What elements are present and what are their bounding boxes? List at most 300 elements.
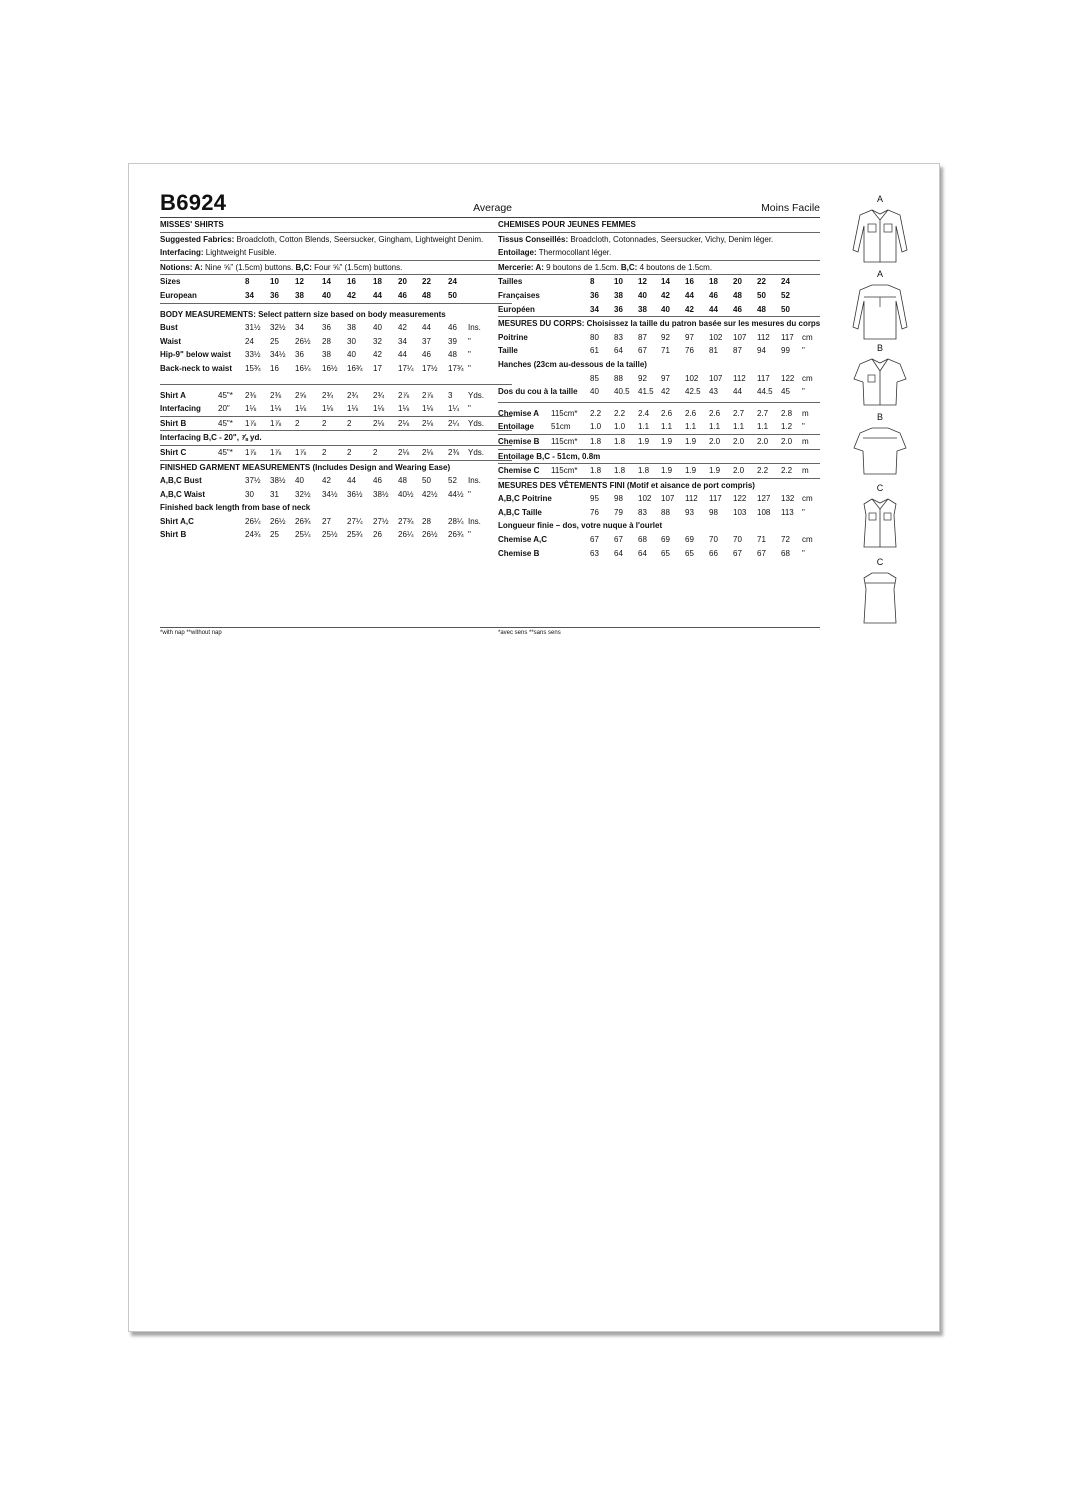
hanches-label: Hanches (23cm au-dessous de la taille): [498, 359, 647, 369]
size-value: 46: [733, 304, 742, 314]
chemise-b-yardage: [498, 435, 820, 450]
size-value: 16: [347, 277, 356, 287]
size-value: 2⅛: [398, 447, 410, 457]
size-value: 87: [733, 346, 742, 356]
size-value: 2: [322, 418, 327, 428]
size-value: 117: [709, 494, 722, 504]
size-value: 76: [590, 507, 599, 517]
size-value: 27¾: [398, 516, 414, 526]
row-label: Chemise B: [498, 436, 540, 446]
table-row: [160, 275, 512, 289]
size-value: 40: [373, 323, 382, 333]
row-label: Interfacing: [160, 404, 201, 414]
size-value: 44½: [448, 489, 464, 499]
size-value: 40: [295, 476, 304, 486]
fabrics-line: Suggested Fabrics: Broadcloth, Cotton Blends, Seersucker, Gingham, Lightweight Denim.: [160, 234, 484, 244]
size-value: 97: [661, 373, 670, 383]
table-row: [160, 446, 512, 460]
size-value: 2¾: [373, 390, 385, 400]
size-value: 1.8: [590, 466, 602, 476]
size-value: 1⅞: [245, 447, 257, 457]
row-label: Entoilage: [498, 422, 535, 432]
size-value: 2⅜: [448, 447, 460, 457]
table-row: [160, 389, 512, 403]
french-column: [498, 164, 821, 636]
size-value: 66: [709, 548, 718, 558]
size-value: 2.6: [661, 408, 673, 418]
unit-label: Ins.: [468, 516, 481, 526]
size-value: 67: [638, 346, 647, 356]
size-value: 1.1: [757, 422, 769, 432]
size-value: 50: [422, 476, 431, 486]
size-value: 67: [733, 548, 742, 558]
row-label: Waist: [160, 336, 182, 346]
table-row: [160, 289, 512, 303]
size-value: 67: [590, 535, 599, 545]
size-value: 92: [661, 332, 670, 342]
size-value: 36: [270, 290, 279, 300]
table-row: [160, 515, 512, 529]
interfacing-yardage: [160, 402, 512, 417]
size-value: 102: [685, 373, 699, 383]
shirt-b-front-illustration: [850, 355, 910, 409]
chemise-c-yardage: [498, 464, 820, 479]
fabrics-line-fr: Tissus Conseillés: Broadcloth, Cotonnades, Seersucker, Vichy, Denim léger.: [498, 234, 774, 244]
size-value: 107: [733, 332, 747, 342]
size-value: 42: [347, 290, 356, 300]
size-value: 1.1: [709, 422, 721, 432]
shirt-a-yardage: [160, 389, 512, 403]
notions-line-fr: Mercerie: A: 9 boutons de 1.5cm. B,C: 4 boutons de 1.5cm.: [498, 261, 820, 276]
table-row: [498, 303, 820, 317]
size-value: 14: [661, 277, 670, 287]
table-row: [160, 417, 512, 431]
size-value: 26¼: [245, 516, 261, 526]
size-value: 72: [781, 535, 790, 545]
unit-label: cm: [802, 373, 813, 383]
fabric-width: 115cm*: [551, 466, 578, 476]
table-row: [498, 289, 820, 303]
size-value: 48: [398, 476, 407, 486]
row-label: A,B,C Taille: [498, 507, 542, 517]
size-value: 31½: [245, 323, 261, 333]
size-value: 69: [685, 535, 694, 545]
size-value: 2.8: [781, 408, 793, 418]
size-value: 34½: [270, 350, 286, 360]
view-label: A: [876, 269, 883, 279]
size-value: 30: [245, 489, 254, 499]
size-value: 68: [638, 535, 647, 545]
fabric-width: 20": [218, 404, 230, 414]
size-value: 1.2: [781, 422, 793, 432]
size-value: 25: [270, 336, 279, 346]
unit-label: ": [468, 489, 471, 499]
size-value: 2⅜: [245, 390, 257, 400]
size-value: 2¼: [448, 418, 460, 428]
hanches-row: [498, 372, 820, 386]
size-value: 1.9: [685, 466, 697, 476]
size-value: 44: [685, 290, 694, 300]
row-label: Shirt A,C: [160, 516, 194, 526]
entoilage-bc: Entoilage B,C - 51cm, 0.8m: [498, 450, 820, 465]
size-value: 117: [781, 332, 794, 342]
size-value: 65: [661, 548, 670, 558]
europeen-sizes: [498, 303, 820, 318]
size-value: 1.9: [638, 436, 650, 446]
size-value: 2.6: [709, 408, 721, 418]
size-value: 2.6: [685, 408, 697, 418]
size-value: 2⅝: [295, 390, 307, 400]
size-value: 122: [781, 373, 795, 383]
size-value: 2⅞: [422, 390, 434, 400]
size-value: 17: [373, 363, 382, 373]
size-value: 1.8: [614, 436, 626, 446]
size-value: 1.1: [733, 422, 745, 432]
size-value: 46: [398, 290, 407, 300]
size-value: 102: [638, 494, 652, 504]
unit-label: Yds.: [468, 390, 485, 400]
size-value: 26½: [270, 516, 286, 526]
size-value: 44: [373, 290, 382, 300]
table-row: [498, 464, 820, 478]
size-value: 46: [448, 323, 457, 333]
size-value: 2: [347, 418, 352, 428]
size-value: 48: [757, 304, 766, 314]
size-value: 1⅛: [270, 404, 282, 414]
size-value: 28: [322, 336, 331, 346]
size-value: 42: [373, 350, 382, 360]
shirt-c-back-illustration: [850, 569, 910, 627]
row-label: Françaises: [498, 290, 540, 300]
size-value: 70: [733, 535, 742, 545]
unit-label: m: [802, 466, 809, 476]
size-value: 2⅞: [398, 390, 410, 400]
entoilage-yardage: [498, 420, 820, 435]
row-label: Chemise C: [498, 466, 540, 476]
table-row: [160, 335, 512, 349]
size-value: 1⅞: [245, 418, 257, 428]
row-label: Chemise A,C: [498, 535, 548, 545]
size-value: 1⅞: [295, 447, 307, 457]
size-value: 26½: [422, 530, 438, 540]
size-value: 1⅛: [295, 404, 307, 414]
row-label: Chemise B: [498, 548, 540, 558]
size-value: 76: [685, 346, 694, 356]
unit-label: Yds.: [468, 447, 485, 457]
size-value: 37½: [245, 476, 261, 486]
row-label: Shirt A: [160, 390, 186, 400]
size-value: 16¼: [295, 363, 311, 373]
size-value: 83: [614, 332, 623, 342]
pattern-code: B6924: [160, 190, 227, 215]
size-value: 98: [709, 507, 718, 517]
size-value: 8: [590, 277, 595, 287]
notions-line: Notions: A: Nine ⅝" (1.5cm) buttons. B,C: Four ⅝" (1.5cm) buttons.: [160, 261, 512, 276]
unit-label: ": [468, 404, 471, 414]
size-value: 42: [322, 476, 331, 486]
unit-label: ": [802, 422, 805, 432]
unit-label: Yds.: [468, 418, 485, 428]
size-value: 2.0: [733, 466, 745, 476]
back-length-heading: Finished back length from base of neck: [160, 503, 311, 513]
size-value: 26¾: [448, 530, 464, 540]
size-value: 27: [322, 516, 331, 526]
size-value: 2.2: [614, 408, 626, 418]
size-value: 99: [781, 346, 790, 356]
size-value: 18: [709, 277, 718, 287]
difficulty-level: Average: [473, 202, 512, 214]
size-value: 32½: [270, 323, 286, 333]
size-value: 2.7: [757, 408, 769, 418]
unit-label: m: [802, 436, 809, 446]
size-value: 79: [614, 507, 623, 517]
size-value: 40: [322, 290, 331, 300]
size-value: 20: [733, 277, 742, 287]
size-value: 37: [422, 336, 431, 346]
row-label: Chemise A: [498, 408, 540, 418]
size-value: 92: [638, 373, 647, 383]
francaises-sizes: [498, 289, 820, 303]
size-value: 34½: [322, 489, 338, 499]
size-value: 30: [347, 336, 356, 346]
size-value: 50: [757, 290, 766, 300]
size-value: 2¾: [347, 390, 359, 400]
size-value: 25¾: [347, 530, 363, 540]
size-value: 31: [270, 489, 279, 499]
size-value: 40½: [398, 489, 414, 499]
shirt-b-back-illustration: [850, 424, 910, 478]
size-value: 38½: [270, 476, 286, 486]
size-value: 52: [448, 476, 457, 486]
size-value: 42: [398, 323, 407, 333]
size-value: 24¾: [245, 530, 261, 540]
size-value: 107: [709, 373, 723, 383]
size-value: 32: [373, 336, 382, 346]
size-value: 36: [614, 304, 623, 314]
body-measurements: [160, 321, 512, 384]
dos-row: [498, 385, 820, 403]
fabric-width: 45"*: [218, 447, 233, 457]
finished-measurements-fr: [498, 492, 820, 519]
size-value: 112: [757, 332, 770, 342]
table-row: [498, 420, 820, 434]
back-length-heading-fr: Longueur finie – dos, votre nuque à l'ourlet: [498, 521, 663, 531]
size-value: 67: [757, 548, 766, 558]
unit-label: Ins.: [468, 476, 481, 486]
size-value: 1⅛: [347, 404, 359, 414]
shirt-c-front-illustration: [850, 495, 910, 551]
size-value: 40.5: [614, 387, 630, 397]
size-value: 2.2: [590, 408, 602, 418]
size-value: 83: [638, 507, 647, 517]
unit-label: ": [468, 363, 471, 373]
size-value: 1.1: [685, 422, 697, 432]
size-value: 112: [685, 494, 698, 504]
unit-label: cm: [802, 494, 813, 504]
finished-heading: FINISHED GARMENT MEASUREMENTS (Includes Design and Wearing Ease): [160, 462, 451, 472]
size-value: 36½: [347, 489, 363, 499]
size-value: 16: [685, 277, 694, 287]
size-value: 24: [448, 277, 457, 287]
unit-label: Ins.: [468, 323, 481, 333]
size-value: 2⅛: [373, 418, 385, 428]
fabric-width: 51cm: [551, 422, 571, 432]
table-row: [160, 362, 512, 376]
size-value: 28¼: [448, 516, 464, 526]
shirt-c-yardage: [160, 446, 512, 461]
table-row: [498, 533, 820, 547]
size-value: 1⅛: [322, 404, 334, 414]
row-label: European: [160, 290, 197, 300]
unit-label: ": [802, 507, 805, 517]
table-row: [498, 506, 820, 520]
table-row: [498, 435, 820, 449]
size-value: 10: [270, 277, 279, 287]
size-value: 25¼: [295, 530, 311, 540]
unit-label: cm: [802, 535, 813, 545]
size-value: 1.1: [638, 422, 650, 432]
size-value: 2⅛: [422, 447, 434, 457]
garment-title: MISSES' SHIRTS: [160, 218, 512, 233]
size-value: 36: [295, 350, 304, 360]
size-value: 102: [709, 332, 723, 342]
size-value: 1⅛: [245, 404, 257, 414]
size-value: 2.2: [757, 466, 769, 476]
back-length-fr: [498, 533, 820, 560]
size-value: 48: [422, 290, 431, 300]
body-measurements-heading-fr: MESURES DU CORPS: Choisissez la taille du patron basée sur les mesures du corps: [498, 319, 821, 329]
row-label: Dos du cou à la taille: [498, 387, 578, 397]
size-value: 1.9: [685, 436, 697, 446]
table-row: [160, 348, 512, 362]
size-value: 52: [781, 290, 790, 300]
size-value: 38: [322, 350, 331, 360]
row-label: A,B,C Poitrine: [498, 494, 552, 504]
body-measurements-heading: BODY MEASUREMENTS: Select pattern size based on body measurements: [160, 309, 446, 319]
size-value: 103: [733, 507, 747, 517]
row-label: Shirt B: [160, 418, 187, 428]
size-value: 2: [322, 447, 327, 457]
size-value: 26½: [295, 336, 311, 346]
size-value: 42: [661, 387, 670, 397]
size-value: 87: [638, 332, 647, 342]
size-value: 17¾: [448, 363, 464, 373]
back-length: [160, 515, 512, 542]
row-label: Sizes: [160, 277, 181, 287]
size-value: 3: [448, 390, 453, 400]
table-row: [498, 344, 820, 358]
size-value: 46: [422, 350, 431, 360]
table-row: [160, 402, 512, 416]
footnote: *with nap **without nap: [160, 627, 512, 636]
row-label: Poitrine: [498, 332, 528, 342]
size-value: 38: [295, 290, 304, 300]
size-value: 113: [781, 507, 794, 517]
size-value: 44: [422, 323, 431, 333]
view-label: C: [876, 483, 884, 493]
size-value: 122: [733, 494, 747, 504]
size-value: 70: [709, 535, 718, 545]
size-value: 1.8: [638, 466, 650, 476]
table-row: [498, 492, 820, 506]
table-row: [498, 385, 820, 399]
size-value: 42: [661, 290, 670, 300]
size-value: 40: [590, 387, 599, 397]
size-value: 24: [245, 336, 254, 346]
finished-measurements: [160, 474, 512, 501]
size-value: 61: [590, 346, 599, 356]
unit-label: cm: [802, 332, 813, 342]
size-value: 34: [295, 323, 304, 333]
size-value: 71: [757, 535, 766, 545]
size-value: 2.0: [733, 436, 745, 446]
garment-title-fr: CHEMISES POUR JEUNES FEMMES: [498, 218, 820, 233]
size-value: 2: [373, 447, 378, 457]
size-value: 93: [685, 507, 694, 517]
size-value: 27½: [373, 516, 389, 526]
size-value: 12: [295, 277, 304, 287]
view-label: C: [876, 557, 884, 567]
size-value: 28: [422, 516, 431, 526]
taille-row: [498, 344, 820, 358]
size-value: 68: [781, 548, 790, 558]
size-value: 95: [590, 494, 599, 504]
size-value: 1⅛: [398, 404, 410, 414]
size-value: 45: [781, 387, 790, 397]
size-value: 2.4: [638, 408, 650, 418]
size-value: 12: [638, 277, 647, 287]
size-value: 1⅞: [270, 447, 282, 457]
size-value: 127: [757, 494, 771, 504]
size-value: 44: [347, 476, 356, 486]
pattern-envelope-back: [128, 163, 940, 1332]
size-value: 117: [757, 373, 770, 383]
size-value: 1.9: [661, 466, 673, 476]
size-value: 33½: [245, 350, 261, 360]
size-value: 97: [685, 332, 694, 342]
size-value: 26: [373, 530, 382, 540]
size-value: 24: [781, 277, 790, 287]
size-value: 34: [398, 336, 407, 346]
table-row: [498, 372, 820, 386]
size-value: 112: [733, 373, 746, 383]
size-value: 27¼: [347, 516, 363, 526]
size-value: 46: [709, 290, 718, 300]
size-value: 1.1: [661, 422, 673, 432]
size-value: 42: [685, 304, 694, 314]
size-value: 40: [347, 350, 356, 360]
table-row: [498, 407, 820, 421]
size-value: 10: [614, 277, 623, 287]
size-value: 2.7: [733, 408, 745, 418]
size-value: 98: [614, 494, 623, 504]
shirt-b-yardage: [160, 417, 512, 432]
interfacing-bc: Interfacing B,C - 20", ⅞ yd.: [160, 431, 512, 446]
size-value: 43: [709, 387, 718, 397]
size-value: 16¾: [347, 363, 363, 373]
view-label: A: [876, 194, 883, 204]
size-value: 1⅞: [270, 418, 282, 428]
difficulty-level-fr: Moins Facile: [761, 202, 820, 214]
unit-label: m: [802, 408, 809, 418]
unit-label: ": [802, 387, 805, 397]
size-value: 40: [638, 290, 647, 300]
size-value: 34: [245, 290, 254, 300]
size-value: 50: [781, 304, 790, 314]
fabric-width: 45"*: [218, 418, 233, 428]
size-value: 48: [448, 350, 457, 360]
size-value: 64: [614, 548, 623, 558]
